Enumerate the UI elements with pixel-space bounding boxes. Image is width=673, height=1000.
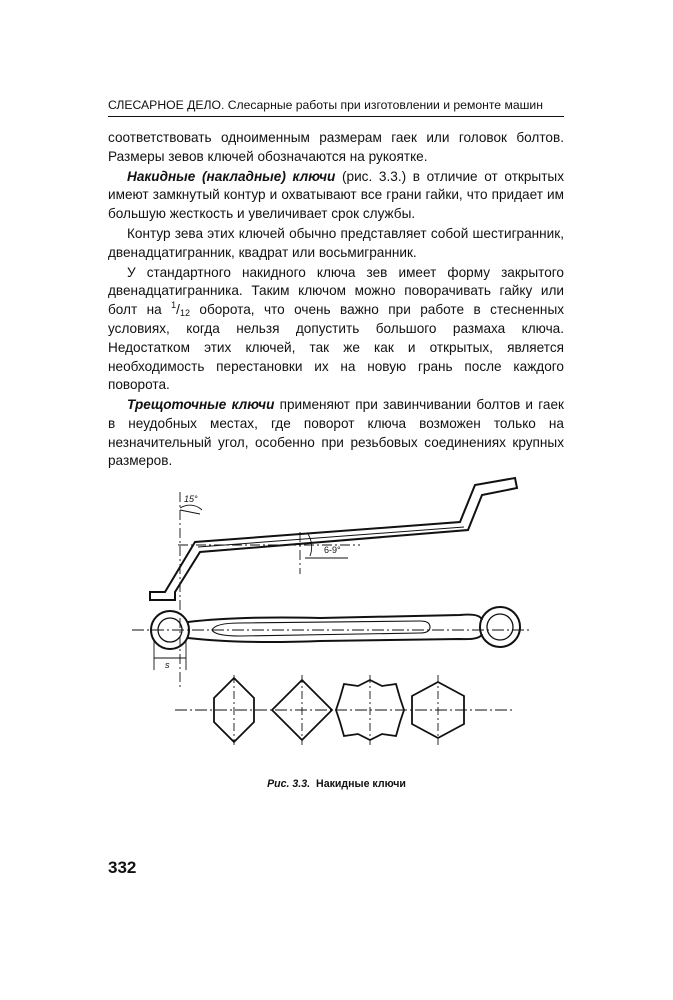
paragraph-2	[108, 168, 564, 224]
jaw-profiles	[175, 675, 515, 745]
figure-caption	[0, 778, 673, 790]
spanner-top-view	[132, 607, 532, 670]
fraction-slash: /	[176, 301, 180, 317]
paragraph-3: Контур зева этих ключей обычно представляет собой шестигранник, двенадцатигранник, квадрат или восьмигранник.	[108, 225, 564, 260]
running-head: СЛЕСАРНОЕ ДЕЛО. Слесарные работы при изготовлении и ремонте машин	[108, 98, 564, 117]
fraction-numerator: 1	[171, 299, 177, 310]
angle-label-15: 15°	[184, 494, 198, 504]
fraction-denominator: 12	[179, 307, 190, 318]
angle-label-6-9: 6-9°	[324, 545, 341, 555]
paragraph-2-text: (рис. 3.3.) в отличие от открытых имеют замкнутый контур и охватывают все грани гайки, что придает им большую жесткость и увеличивает срок службы.	[108, 168, 564, 221]
spanner-side-view	[150, 478, 517, 690]
figure-ring-spanners	[120, 470, 540, 770]
paragraph-4-text-a: У стандартного накидного ключа зев имеет форму закрытого двенадцатигранника. Таким ключом можно поворачивать гайку или болт на	[108, 264, 564, 317]
paragraph-1: соответствовать одноименным размерам гаек или головок болтов. Размеры зевов ключей обозначаются на рукоятке.	[108, 130, 564, 164]
paragraph-4-text-b: оборота, что очень важно при работе в стесненных условиях, когда нельзя допустить большого размаха ключа. Недостатком этих ключей, так же как и открытых, является необходимость перестановки их на новую грань после каждого поворота.	[108, 301, 565, 393]
term-ring-spanners: Накидные (накладные) ключи	[127, 168, 336, 184]
dimension-s-label: s	[165, 660, 170, 670]
term-ratchet-spanners: Трещоточные ключи	[127, 397, 275, 413]
paragraph-5	[108, 396, 564, 470]
body-text	[108, 129, 564, 472]
paragraph-5-text: применяют при завинчивании болтов и гаек в неудобных местах, где поворот ключа возможен только на незначительный угол, особенно при резьбовых соединениях крупных размеров.	[108, 397, 564, 469]
figure-number: Рис. 3.3.	[267, 778, 311, 790]
paragraph-4	[108, 264, 564, 395]
figure-caption-text: Накидные ключи	[316, 778, 406, 790]
page-number: 332	[108, 858, 137, 877]
